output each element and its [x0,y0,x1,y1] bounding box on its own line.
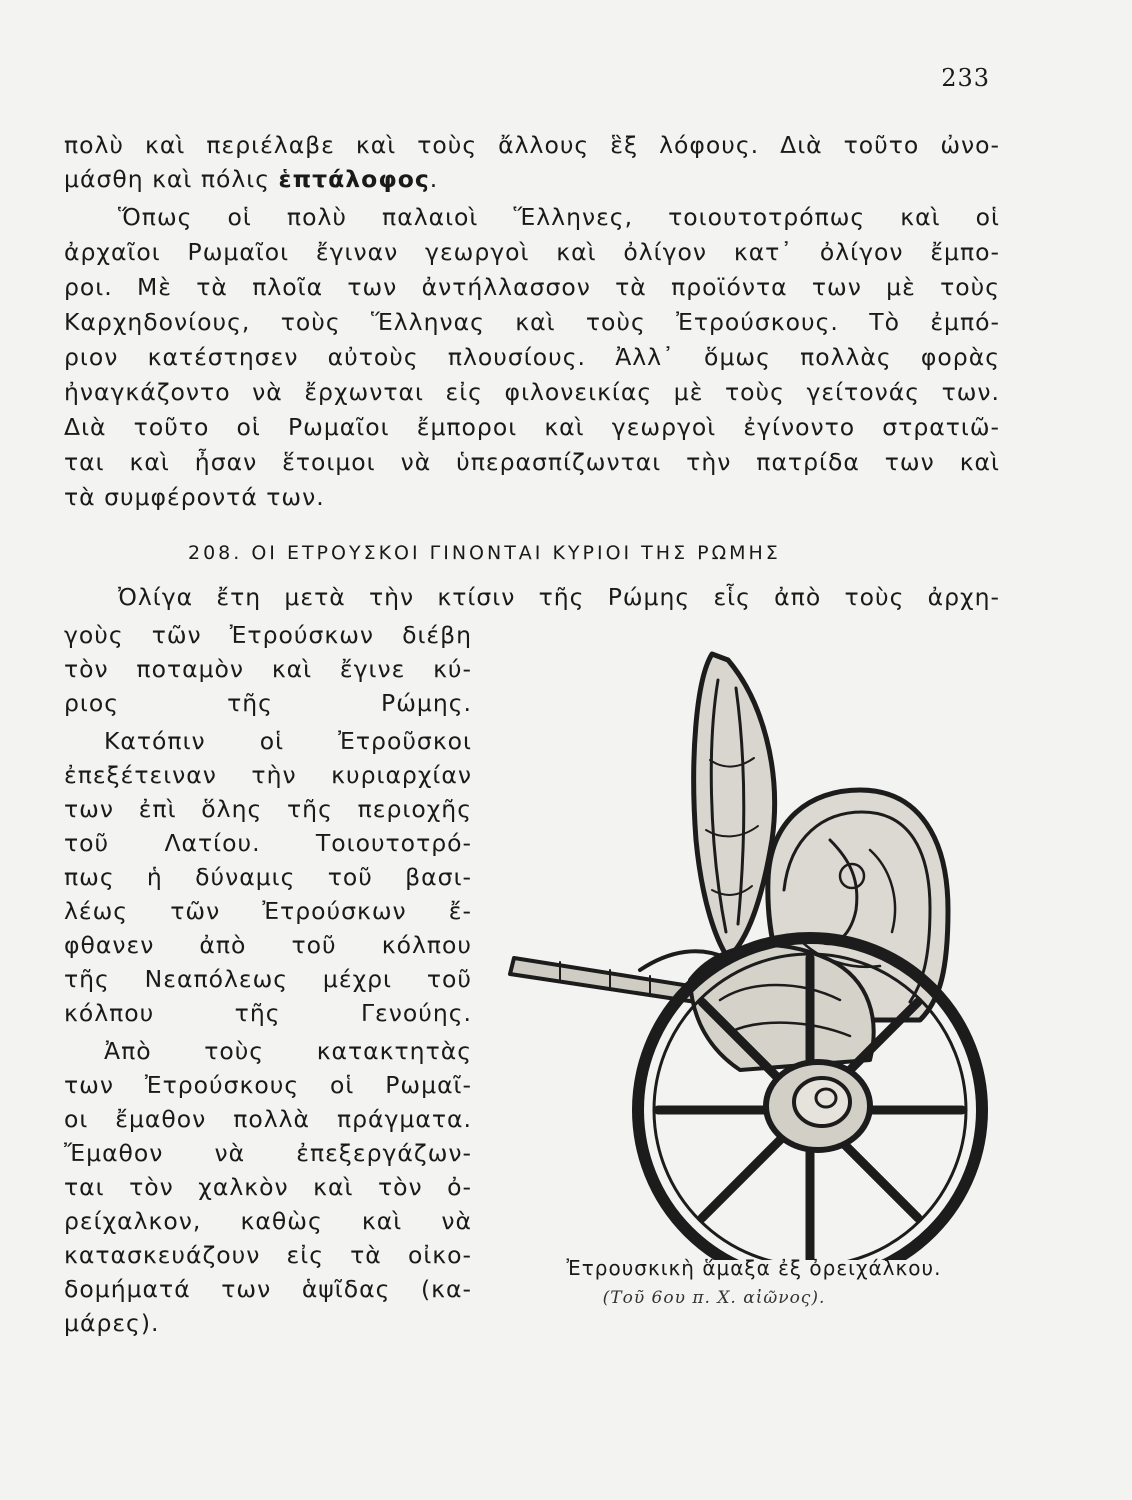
text-fragment: . [429,165,439,193]
text-line: Ὀλίγα ἔτη μετὰ τὴν κτίσιν τῆς Ρώμης εἷς ἀπὸ τοὺς ἀρχη- [118,583,1000,611]
text-line: κατασκευάζουν εἰς τὰ οἰκο- [64,1241,472,1269]
text-line: οι ἔμαθον πολλὰ πράγματα. [64,1105,472,1133]
text-line: Ἀπὸ τοὺς κατακτητὰς [104,1037,472,1065]
text-line: ριον κατέστησεν αὐτοὺς πλουσίους. Ἀλλ᾽ ὅμως πολλὰς φορὰς [64,343,1000,371]
text-line: κόλπου τῆς Γενούης. [64,999,472,1027]
figure-caption: Ἐτρουσκικὴ ἅμαξα ἐξ ὀρειχάλκου. [566,1256,942,1280]
text-line: μάρες). [64,1309,160,1337]
text-line: Κατόπιν οἱ Ἐτροῦσκοι [104,727,472,755]
text-line: των ἐπὶ ὅλης τῆς περιοχῆς [64,795,472,823]
text-line: Διὰ τοῦτο οἱ Ρωμαῖοι ἔμποροι καὶ γεωργοὶ ἐγίνοντο στρατιῶ- [64,413,1000,441]
text-line: λέως τῶν Ἐτρούσκων ἔ- [64,897,472,925]
text-line: γοὺς τῶν Ἐτρούσκων διέβη [64,621,472,649]
page-number: 233 [941,64,990,92]
chariot-drawing [500,640,1000,1260]
text-line: ἐπεξέτειναν τὴν κυριαρχίαν [64,761,472,789]
text-line: ροι. Μὲ τὰ πλοῖα των ἀντήλλασσον τὰ προϊόντα των μὲ τοὺς [64,273,1000,301]
text-line: των Ἐτρούσκους οἱ Ρωμαῖ- [64,1071,472,1099]
text-line: τῆς Νεαπόλεως μέχρι τοῦ [64,965,472,993]
figure-date: (Τοῦ 6ου π. Χ. αἰῶνος). [602,1288,826,1308]
text-line [64,162,1000,196]
emphasized-term: ἑπτάλοφος [278,165,430,193]
text-fragment: μάσθη καὶ πόλις [64,165,279,193]
chariot-illustration [500,640,1000,1260]
text-line: τοῦ Λατίου. Τοιουτοτρό- [64,829,472,857]
text-line: ται καὶ ἦσαν ἕτοιμοι νὰ ὑπερασπίζωνται τὴν πατρίδα των καὶ [64,448,1000,476]
text-line: τὸν ποταμὸν καὶ ἔγινε κύ- [64,655,472,683]
text-line: ἀρχαῖοι Ρωμαῖοι ἔγιναν γεωργοὶ καὶ ὀλίγον κατ᾽ ὀλίγον ἔμπο- [64,238,1000,266]
text-line: πολὺ καὶ περιέλαβε καὶ τοὺς ἄλλους ἓξ λόφους. Διὰ τοῦτο ὠνο- [64,131,1000,159]
text-line: ται τὸν χαλκὸν καὶ τὸν ὀ- [64,1173,472,1201]
text-line: τὰ συμφέροντά των. [64,483,325,511]
section-heading: 208. ΟΙ ΕΤΡΟΥΣΚΟΙ ΓΙΝΟΝΤΑΙ ΚΥΡΙΟΙ ΤΗΣ ΡΩΜΗΣ [188,542,781,564]
text-line: Ἔμαθον νὰ ἐπεξεργάζων- [64,1139,472,1167]
text-line: Ὅπως οἱ πολὺ παλαιοὶ Ἕλληνες, τοιουτοτρόπως καὶ οἱ [118,203,1000,231]
text-line: ριος τῆς Ρώμης. [64,689,472,717]
text-line: πως ἡ δύναμις τοῦ βασι- [64,863,472,891]
text-line: δομήματά των ἁψῖδας (κα- [64,1275,472,1303]
text-line: Καρχηδονίους, τοὺς Ἕλληνας καὶ τοὺς Ἐτρούσκους. Τὸ ἐμπό- [64,308,1000,336]
text-line: ἠναγκάζοντο νὰ ἔρχωνται εἰς φιλονεικίας μὲ τοὺς γείτονάς των. [64,378,1000,406]
text-line: ρείχαλκον, καθὼς καὶ νὰ [64,1207,472,1235]
text-line: φθανεν ἀπὸ τοῦ κόλπου [64,931,472,959]
